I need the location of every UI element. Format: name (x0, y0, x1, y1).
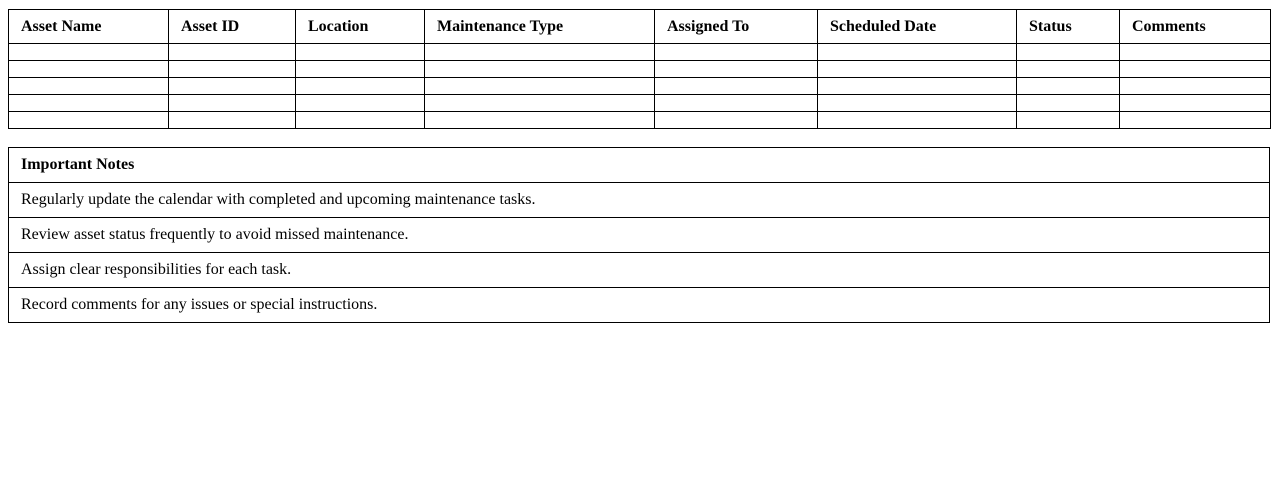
table-cell (1120, 78, 1271, 95)
table-cell (1017, 95, 1120, 112)
table-cell (296, 78, 425, 95)
column-header-maintenance-type: Maintenance Type (425, 10, 655, 44)
table-cell (1120, 61, 1271, 78)
important-notes-table (8, 147, 1270, 323)
table-cell (296, 61, 425, 78)
table-cell (1017, 78, 1120, 95)
table-cell (296, 112, 425, 129)
table-row (9, 95, 1271, 112)
table-cell (169, 44, 296, 61)
table-header-row (9, 10, 1271, 44)
table-cell (425, 61, 655, 78)
table-cell (425, 78, 655, 95)
table-cell (818, 61, 1017, 78)
column-header-asset-id: Asset ID (169, 10, 296, 44)
table-cell (1017, 112, 1120, 129)
note-row (9, 288, 1270, 323)
table-row (9, 112, 1271, 129)
column-header-assigned-to: Assigned To (655, 10, 818, 44)
table-cell (655, 95, 818, 112)
notes-header-row (9, 148, 1270, 183)
table-cell (9, 112, 169, 129)
table-row (9, 61, 1271, 78)
note-row (9, 218, 1270, 253)
note-row (9, 183, 1270, 218)
note-item: Regularly update the calendar with completed and upcoming maintenance tasks. (9, 183, 1270, 218)
table-cell (296, 44, 425, 61)
table-cell (425, 95, 655, 112)
note-row (9, 253, 1270, 288)
note-item: Record comments for any issues or special instructions. (9, 288, 1270, 323)
maintenance-schedule-table (8, 9, 1271, 129)
table-cell (818, 95, 1017, 112)
table-cell (9, 95, 169, 112)
column-header-asset-name: Asset Name (9, 10, 169, 44)
column-header-comments: Comments (1120, 10, 1271, 44)
table-row (9, 78, 1271, 95)
table-cell (1017, 44, 1120, 61)
table-cell (1120, 44, 1271, 61)
table-cell (169, 112, 296, 129)
table-cell (818, 44, 1017, 61)
table-cell (655, 44, 818, 61)
table-cell (1017, 61, 1120, 78)
table-cell (655, 112, 818, 129)
table-cell (425, 44, 655, 61)
table-cell (818, 112, 1017, 129)
table-cell (1120, 112, 1271, 129)
column-header-status: Status (1017, 10, 1120, 44)
table-cell (169, 78, 296, 95)
table-cell (9, 61, 169, 78)
table-cell (296, 95, 425, 112)
column-header-location: Location (296, 10, 425, 44)
table-row (9, 44, 1271, 61)
table-cell (1120, 95, 1271, 112)
note-item: Review asset status frequently to avoid missed maintenance. (9, 218, 1270, 253)
table-cell (9, 44, 169, 61)
table-cell (655, 78, 818, 95)
note-item: Assign clear responsibilities for each task. (9, 253, 1270, 288)
table-cell (9, 78, 169, 95)
document-body (8, 9, 1270, 323)
table-cell (425, 112, 655, 129)
table-cell (169, 95, 296, 112)
table-cell (818, 78, 1017, 95)
table-cell (169, 61, 296, 78)
notes-title: Important Notes (9, 148, 1270, 183)
table-cell (655, 61, 818, 78)
column-header-scheduled-date: Scheduled Date (818, 10, 1017, 44)
